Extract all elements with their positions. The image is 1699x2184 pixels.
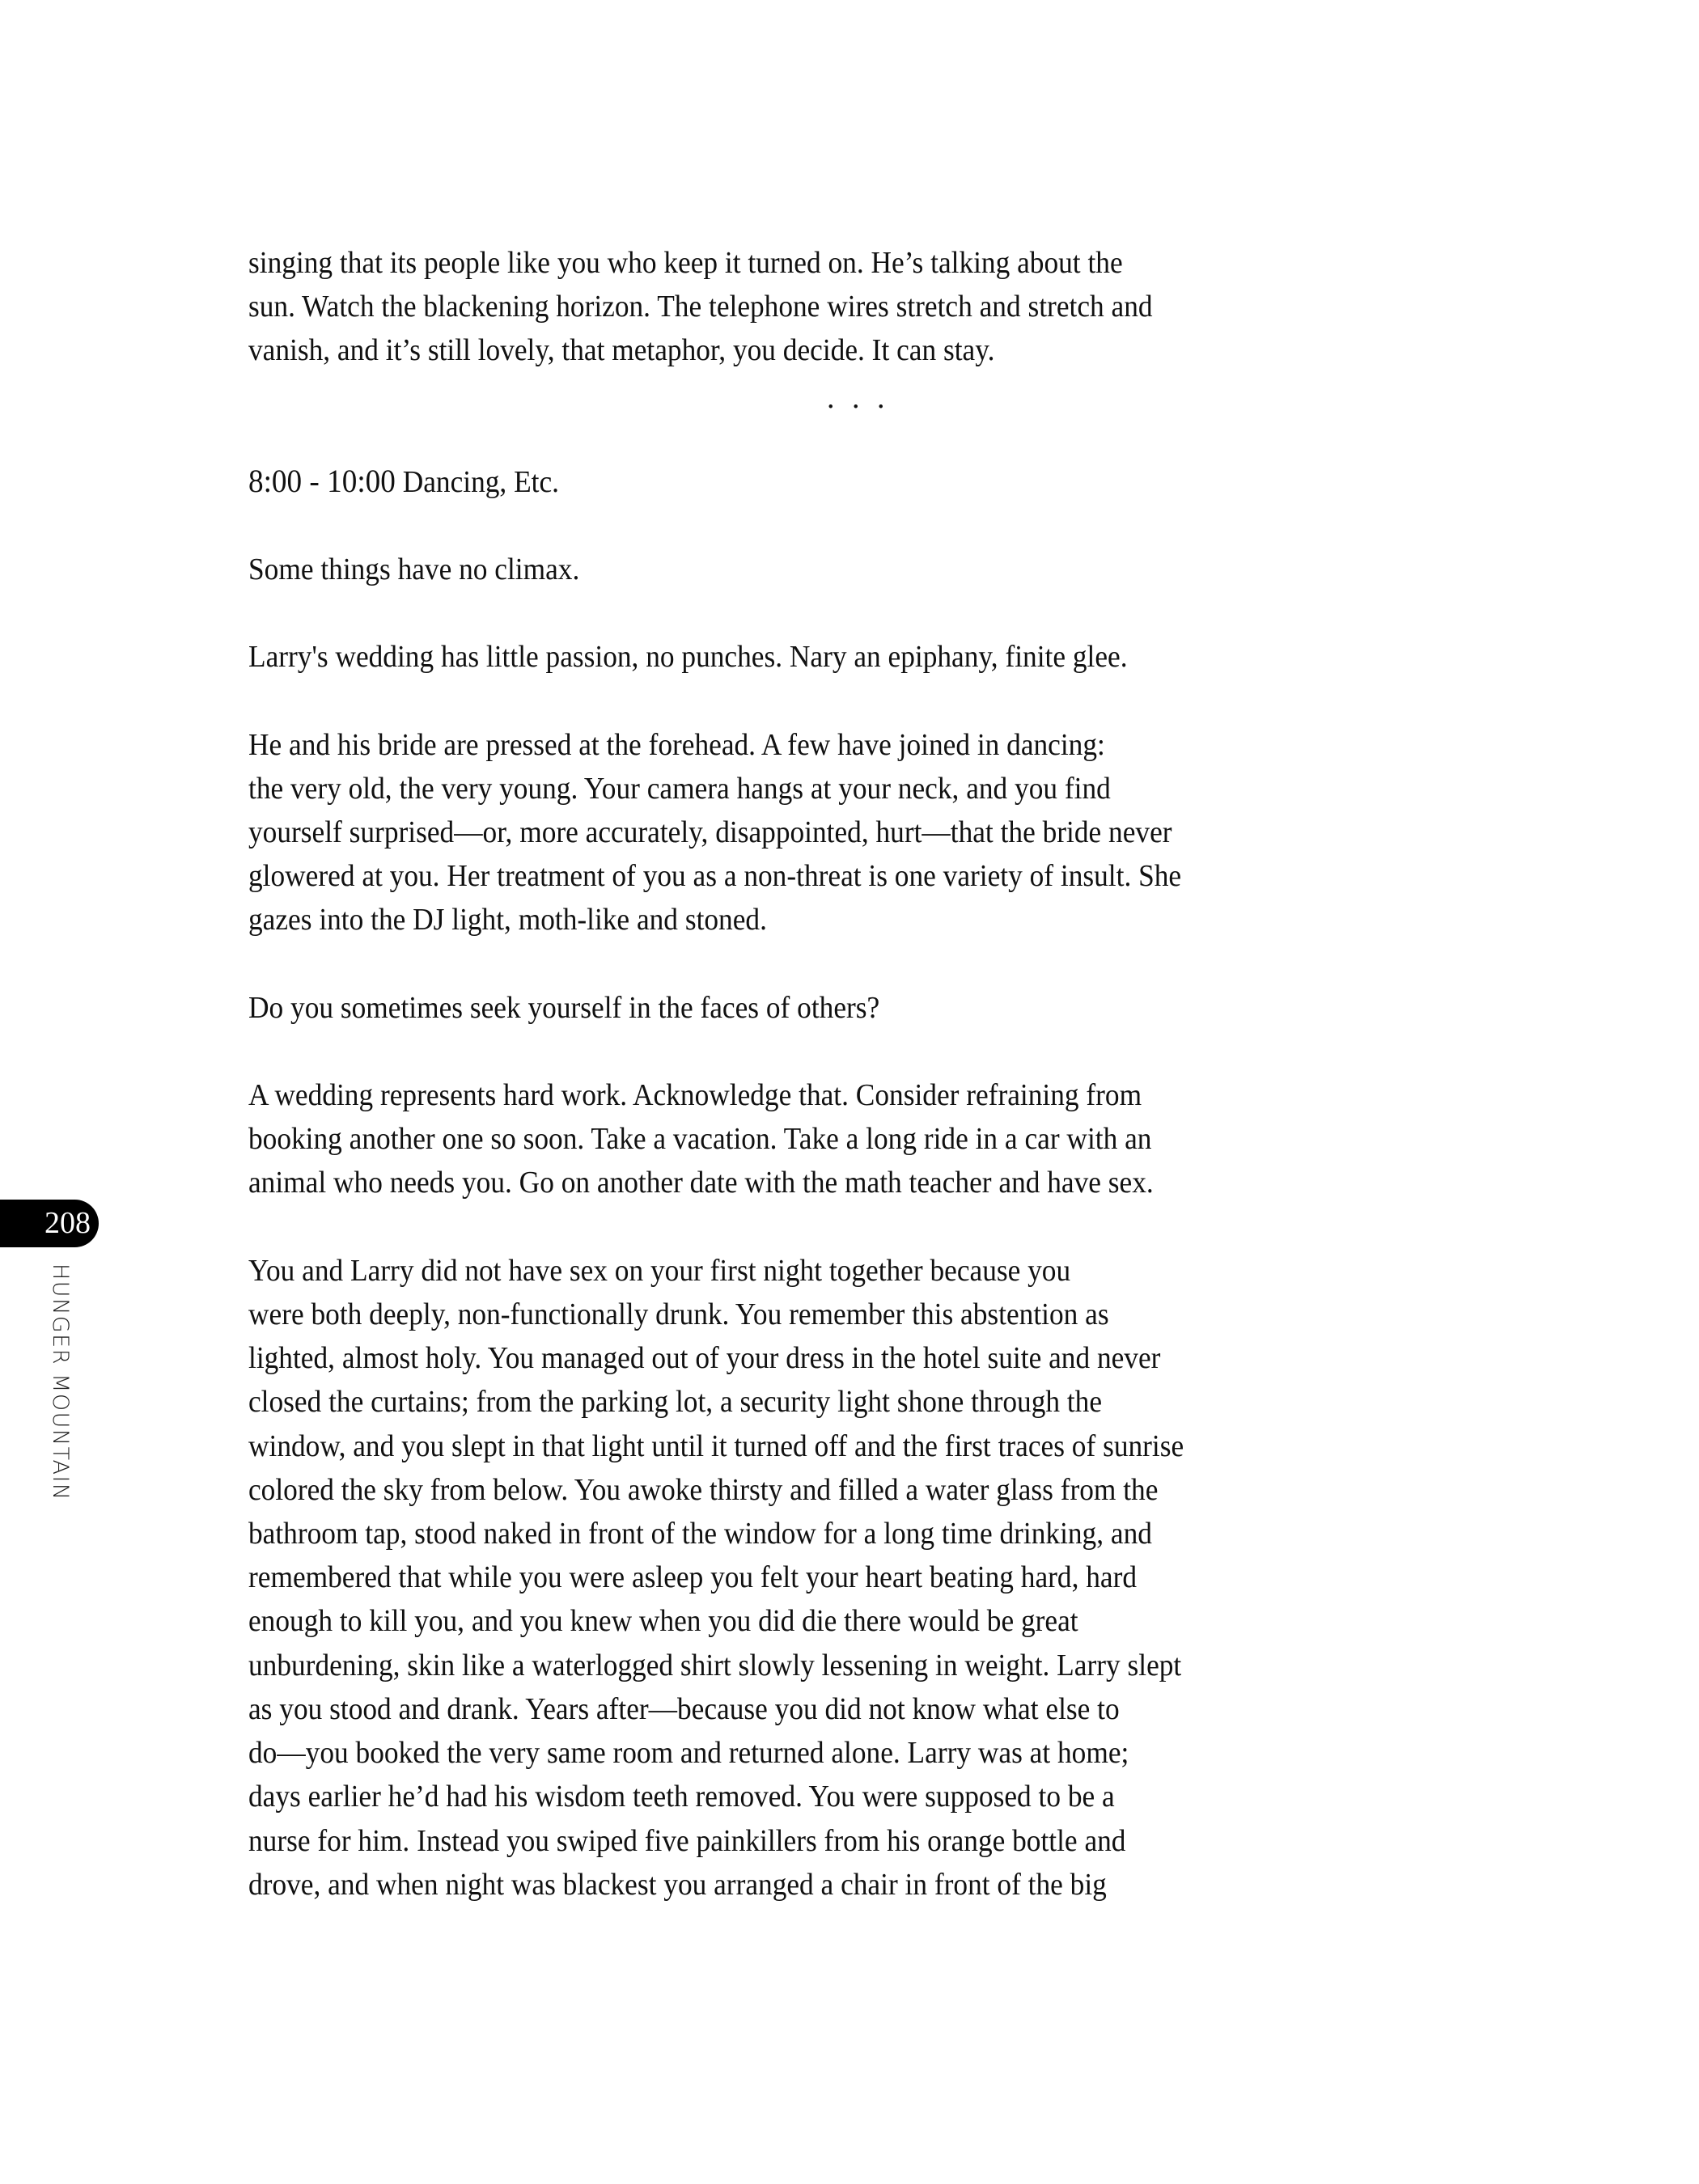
body-line: yourself surprised—or, more accurately, disappointed, hurt—that the bride never: [248, 815, 1172, 849]
body-line: lighted, almost holy. You managed out of your dress in the hotel suite and never: [248, 1341, 1161, 1375]
body-line: nurse for him. Instead you swiped five painkillers from his orange bottle and: [248, 1824, 1126, 1858]
page-number-tab: [0, 1200, 99, 1247]
body-line: unburdening, skin like a waterlogged shirt slowly lessening in weight. Larry slept: [248, 1649, 1182, 1682]
body-line: remembered that while you were asleep you felt your heart beating hard, hard: [248, 1560, 1138, 1594]
body-line: vanish, and it’s still lovely, that metaphor, you decide. It can stay.: [248, 333, 995, 367]
body-line: singing that its people like you who keep it turned on. He’s talking about the: [248, 246, 1123, 280]
section-break: . . .: [827, 381, 890, 415]
body-line: He and his bride are pressed at the forehead. A few have joined in dancing:: [248, 728, 1105, 762]
body-line: as you stood and drank. Years after—because you did not know what else to: [248, 1692, 1120, 1726]
body-line: You and Larry did not have sex on your first night together because you: [248, 1254, 1071, 1288]
body-line: sun. Watch the blackening horizon. The telephone wires stretch and stretch and: [248, 290, 1153, 324]
body-line: window, and you slept in that light until it turned off and the first traces of sunrise: [248, 1429, 1184, 1463]
body-line: Larry's wedding has little passion, no punches. Nary an epiphany, finite glee.: [248, 640, 1128, 674]
journal-title-vertical: HUNGER MOUNTAIN: [48, 1263, 73, 1501]
body-line: enough to kill you, and you knew when you did die there would be great: [248, 1604, 1078, 1638]
body-line: glowered at you. Her treatment of you as a non-threat is one variety of insult. She: [248, 859, 1182, 893]
body-line: the very old, the very young. Your camera hangs at your neck, and you find: [248, 772, 1111, 806]
body-line: drove, and when night was blackest you arranged a chair in front of the big: [248, 1868, 1107, 1902]
body-line: colored the sky from below. You awoke thirsty and filled a water glass from the: [248, 1473, 1159, 1507]
body-line: booking another one so soon. Take a vacation. Take a long ride in a car with an: [248, 1122, 1152, 1156]
section-heading-time: 8:00 - 10:00: [248, 463, 396, 499]
body-line: Some things have no climax.: [248, 552, 580, 586]
body-line: days earlier he’d had his wisdom teeth removed. You were supposed to be a: [248, 1780, 1115, 1814]
body-line: closed the curtains; from the parking lot, a security light shone through the: [248, 1385, 1103, 1419]
body-line: animal who needs you. Go on another date with the math teacher and have sex.: [248, 1166, 1154, 1200]
body-line: bathroom tap, stood naked in front of the window for a long time drinking, and: [248, 1517, 1152, 1551]
section-heading: [248, 463, 560, 499]
body-line: do—you booked the very same room and returned alone. Larry was at home;: [248, 1736, 1129, 1770]
body-line: A wedding represents hard work. Acknowledge that. Consider refraining from: [248, 1078, 1142, 1112]
body-line: were both deeply, non-functionally drunk. You remember this abstention as: [248, 1297, 1109, 1331]
page-number: 208: [44, 1206, 91, 1240]
body-line: Do you sometimes seek yourself in the faces of others?: [248, 991, 880, 1025]
section-heading-title: Dancing, Etc.: [402, 465, 560, 499]
body-line: gazes into the DJ light, moth-like and stoned.: [248, 903, 767, 937]
